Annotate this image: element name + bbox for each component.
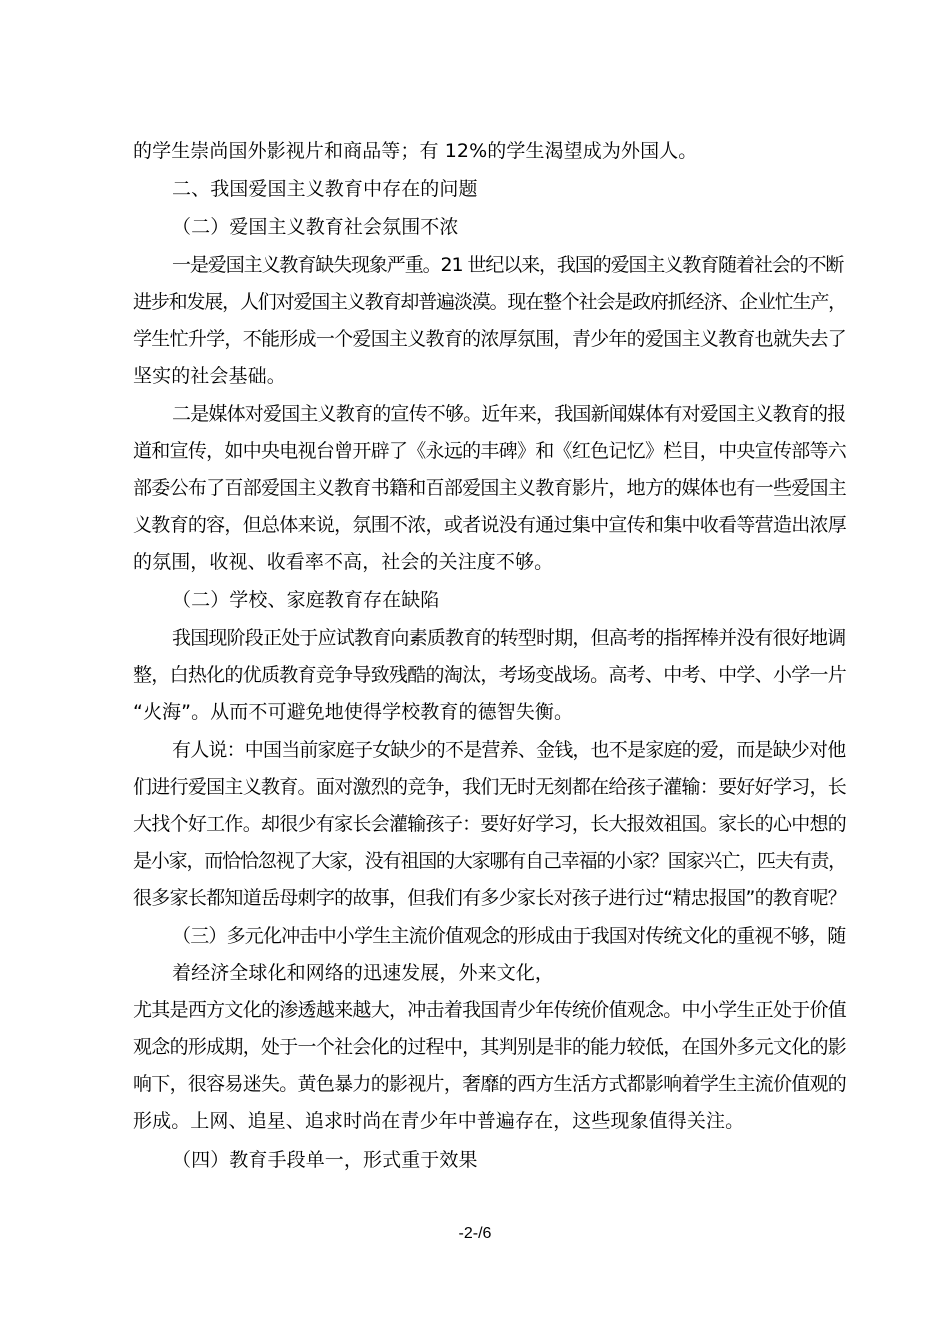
paragraph-first-line: 有人说：中国当前家庭子女缺少的不是营养、金钱，也不是家庭的爱，而是缺少对他 — [172, 739, 846, 761]
section-heading: 二、我国爱国主义教育中存在的问题 — [172, 178, 478, 200]
subsection-heading: （二）爱国主义教育社会氛围不浓 — [172, 216, 459, 238]
body-text-line: 尤其是西方文化的渗透越来越大，冲击着我国青少年传统价值观念。中小学生正处于价值 — [133, 999, 846, 1021]
paragraph-first-line: 一是爱国主义教育缺失现象严重。21 世纪以来，我国的爱国主义教育随着社会的不断 — [172, 254, 844, 276]
body-text-line: 响下，很容易迷失。黄色暴力的影视片，奢靡的西方生活方式都影响着学生主流价值观的 — [133, 1073, 846, 1095]
body-text-line: 形成。上网、追星、追求时尚在青少年中普遍存在，这些现象值得关注。 — [133, 1110, 745, 1132]
subsection-heading: （二）学校、家庭教育存在缺陷 — [172, 589, 440, 611]
body-text-line: 观念的形成期，处于一个社会化的过程中，其判别是非的能力较低，在国外多元文化的影 — [133, 1036, 846, 1058]
body-text-line: 的学生崇尚国外影视片和商品等；有 12%的学生渴望成为外国人。 — [133, 140, 698, 162]
body-text-line: 们进行爱国主义教育。面对激烈的竞争，我们无时无刻都在给孩子灌输：要好好学习，长 — [133, 776, 846, 798]
body-text-line: 义教育的容，但总体来说，氛围不浓，或者说没有通过集中宣传和集中收看等营造出浓厚 — [133, 514, 846, 536]
body-text-line: 大找个好工作。却很少有家长会灌输孩子：要好好学习，长大报效祖国。家长的心中想的 — [133, 813, 846, 835]
body-text-line: 学生忙升学，不能形成一个爱国主义教育的浓厚氛围，青少年的爱国主义教育也就失去了 — [133, 328, 846, 350]
paragraph-first-line: 二是媒体对爱国主义教育的宣传不够。近年来，我国新闻媒体有对爱国主义教育的报 — [172, 403, 846, 425]
page-number: -2-/6 — [458, 1225, 492, 1242]
body-text-line: 整，白热化的优质教育竞争导致残酷的淘汰，考场变战场。高考、中考、中学、小学一片 — [133, 664, 846, 686]
body-text-line: 着经济全球化和网络的迅速发展，外来文化， — [172, 962, 555, 984]
body-text-line: 道和宣传，如中央电视台曾开辟了《永远的丰碑》和《红色记忆》栏目，中央宣传部等六 — [133, 440, 846, 462]
body-text-line: “火海”。从而不可避免地使得学校教育的德智失衡。 — [133, 701, 574, 723]
body-text-line: 坚实的社会基础。 — [133, 365, 286, 387]
body-text-line: 很多家长都知道岳母刺字的故事，但我们有多少家长对孩子进行过“精忠报国”的教育呢？ — [133, 887, 846, 909]
subsection-heading: （三）多元化冲击中小学生主流价值观念的形成由于我国对传统文化的重视不够，随 — [172, 925, 846, 947]
body-text-line: 部委公布了百部爱国主义教育书籍和百部爱国主义教育影片，地方的媒体也有一些爱国主 — [133, 477, 846, 499]
subsection-heading: （四）教育手段单一，形式重于效果 — [172, 1149, 478, 1171]
body-text-line: 的氛围，收视、收看率不高，社会的关注度不够。 — [133, 551, 554, 573]
body-text-line: 进步和发展，人们对爱国主义教育却普遍淡漠。现在整个社会是政府抓经济、企业忙生产， — [133, 291, 846, 313]
paragraph-first-line: 我国现阶段正处于应试教育向素质教育的转型时期，但高考的指挥棒并没有很好地调 — [172, 627, 846, 649]
body-text-line: 是小家，而恰恰忽视了大家，没有祖国的大家哪有自己幸福的小家？国家兴亡，匹夫有责， — [133, 850, 846, 872]
